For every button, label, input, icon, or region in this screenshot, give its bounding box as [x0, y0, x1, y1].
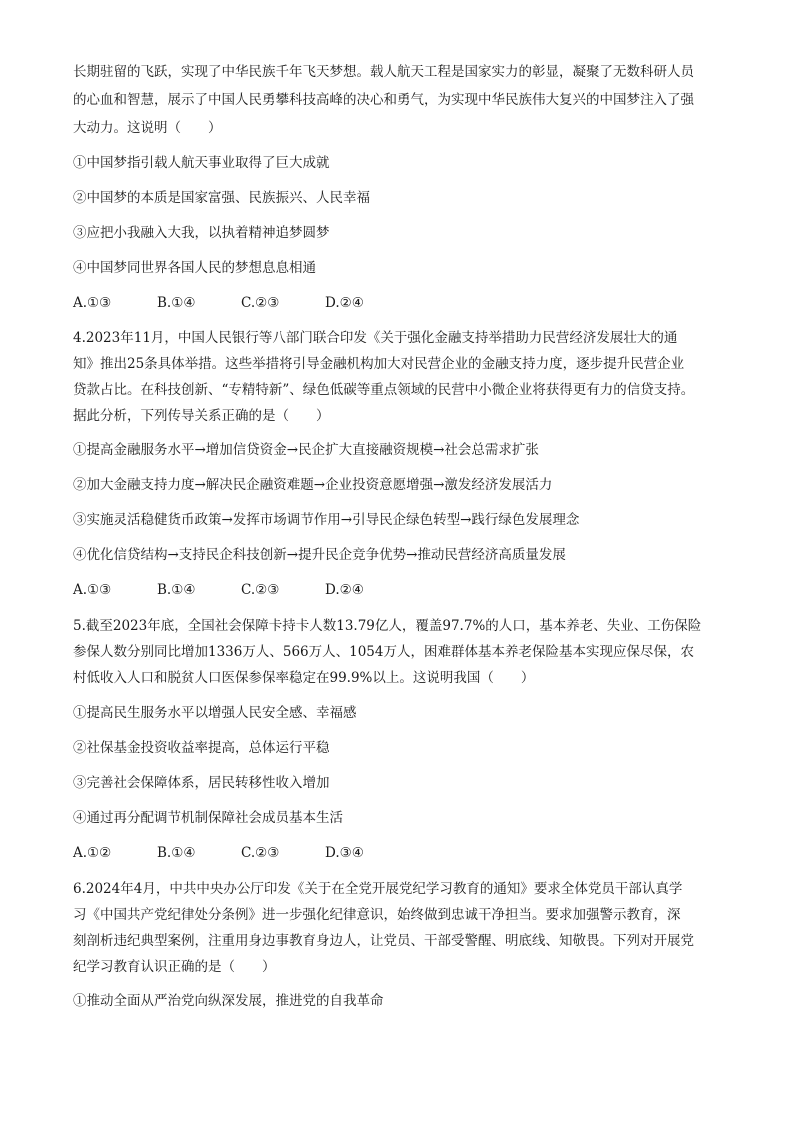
q5-stem-line-3: 村低收入人口和脱贫人口医保参保率稳定在99.9%以上。这说明我国（ ） [73, 670, 535, 686]
q3-item-3: ③应把小我融入大我，以执着精神追梦圆梦 [73, 225, 330, 241]
q3-stem-line-1: 长期驻留的飞跃，实现了中华民族千年飞天梦想。载人航天工程是国家实力的彰显，凝聚了无数科研人员 [73, 64, 694, 80]
q3-stem-line-2: 的心血和智慧，展示了中国人民勇攀科技高峰的决心和勇气，为实现中华民族伟大复兴的中国梦注入了强 [73, 92, 694, 108]
q4-stem-line-3: 贷款占比。在科技创新、“专精特新”、绿色低碳等重点领域的民营中小微企业将获得更有力的信贷支持。 [73, 382, 695, 398]
q5-options [73, 844, 364, 862]
q4-stem-line-2: 知》推出25条具体举措。这些举措将引导金融机构加大对民营企业的金融支持力度，逐步提升民营企业 [73, 356, 685, 372]
q6-item-1: ①推动全面从严治党向纵深发展，推进党的自我革命 [73, 993, 384, 1009]
q4-options [73, 581, 364, 599]
q3-item-2: ②中国梦的本质是国家富强、民族振兴、人民幸福 [73, 190, 370, 206]
q5-item-4: ④通过再分配调节机制保障社会成员基本生活 [73, 810, 343, 826]
q4-item-1: ①提高金融服务水平→增加信贷资金→民企扩大直接融资规模→社会总需求扩张 [73, 442, 539, 458]
q4-item-3: ③实施灵活稳健货币政策→发挥市场调节作用→引导民企绿色转型→践行绿色发展理念 [73, 512, 580, 528]
q6-stem-line-1: 6.2024年4月，中共中央办公厅印发《关于在全党开展党纪学习教育的通知》要求全体党员干部认真学 [73, 881, 683, 897]
q5-option-b: B.①④ [157, 845, 196, 861]
q3-item-1: ①中国梦指引载人航天事业取得了巨大成就 [73, 155, 330, 171]
q5-option-d: D.③④ [325, 845, 364, 861]
q6-stem-line-3: 刻剖析违纪典型案例，注重用身边事教育身边人，让党员、干部受警醒、明底线、知敬畏。下列对开展党 [73, 933, 694, 949]
q4-option-a: A.①③ [73, 582, 112, 598]
q4-item-2: ②加大金融支持力度→解决民企融资难题→企业投资意愿增强→激发经济发展活力 [73, 477, 553, 493]
q6-stem-line-2: 习《中国共产党纪律处分条例》进一步强化纪律意识，始终做到忠诚干净担当。要求加强警示教育，深 [73, 907, 681, 923]
q5-item-2: ②社保基金投资收益率提高，总体运行平稳 [73, 740, 330, 756]
q5-option-c: C.②③ [241, 845, 280, 861]
q3-option-c: C.②③ [241, 295, 280, 311]
q5-item-1: ①提高民生服务水平以增强人民安全感、幸福感 [73, 705, 357, 721]
q4-option-c: C.②③ [241, 582, 280, 598]
q3-option-d: D.②④ [325, 295, 364, 311]
q5-item-3: ③完善社会保障体系，居民转移性收入增加 [73, 775, 330, 791]
q4-stem-line-4: 据此分析，下列传导关系正确的是（ ） [73, 408, 330, 424]
q5-stem-line-2: 参保人数分别同比增加1336万人、566万人、1054万人，困难群体基本养老保险基本实现应保尽保，农 [73, 644, 694, 660]
q5-option-a: A.①② [73, 845, 112, 861]
q4-item-4: ④优化信贷结构→支持民企科技创新→提升民企竞争优势→推动民营经济高质量发展 [73, 547, 566, 563]
q3-item-4: ④中国梦同世界各国人民的梦想息息相通 [73, 260, 316, 276]
q6-stem-line-4: 纪学习教育认识正确的是（ ） [73, 959, 276, 975]
q4-option-d: D.②④ [325, 582, 364, 598]
q3-options [73, 294, 364, 312]
q3-option-a: A.①③ [73, 295, 112, 311]
q5-stem-line-1: 5.截至2023年底，全国社会保障卡持卡人数13.79亿人，覆盖97.7%的人口，基本养老、失业、工伤保险 [73, 618, 702, 634]
q4-option-b: B.①④ [157, 582, 196, 598]
q3-option-b: B.①④ [157, 295, 196, 311]
q3-stem-line-3: 大动力。这说明（ ） [73, 120, 222, 136]
q4-stem-line-1: 4.2023年11月，中国人民银行等八部门联合印发《关于强化金融支持举措助力民营经济发展壮大的通 [73, 330, 678, 346]
